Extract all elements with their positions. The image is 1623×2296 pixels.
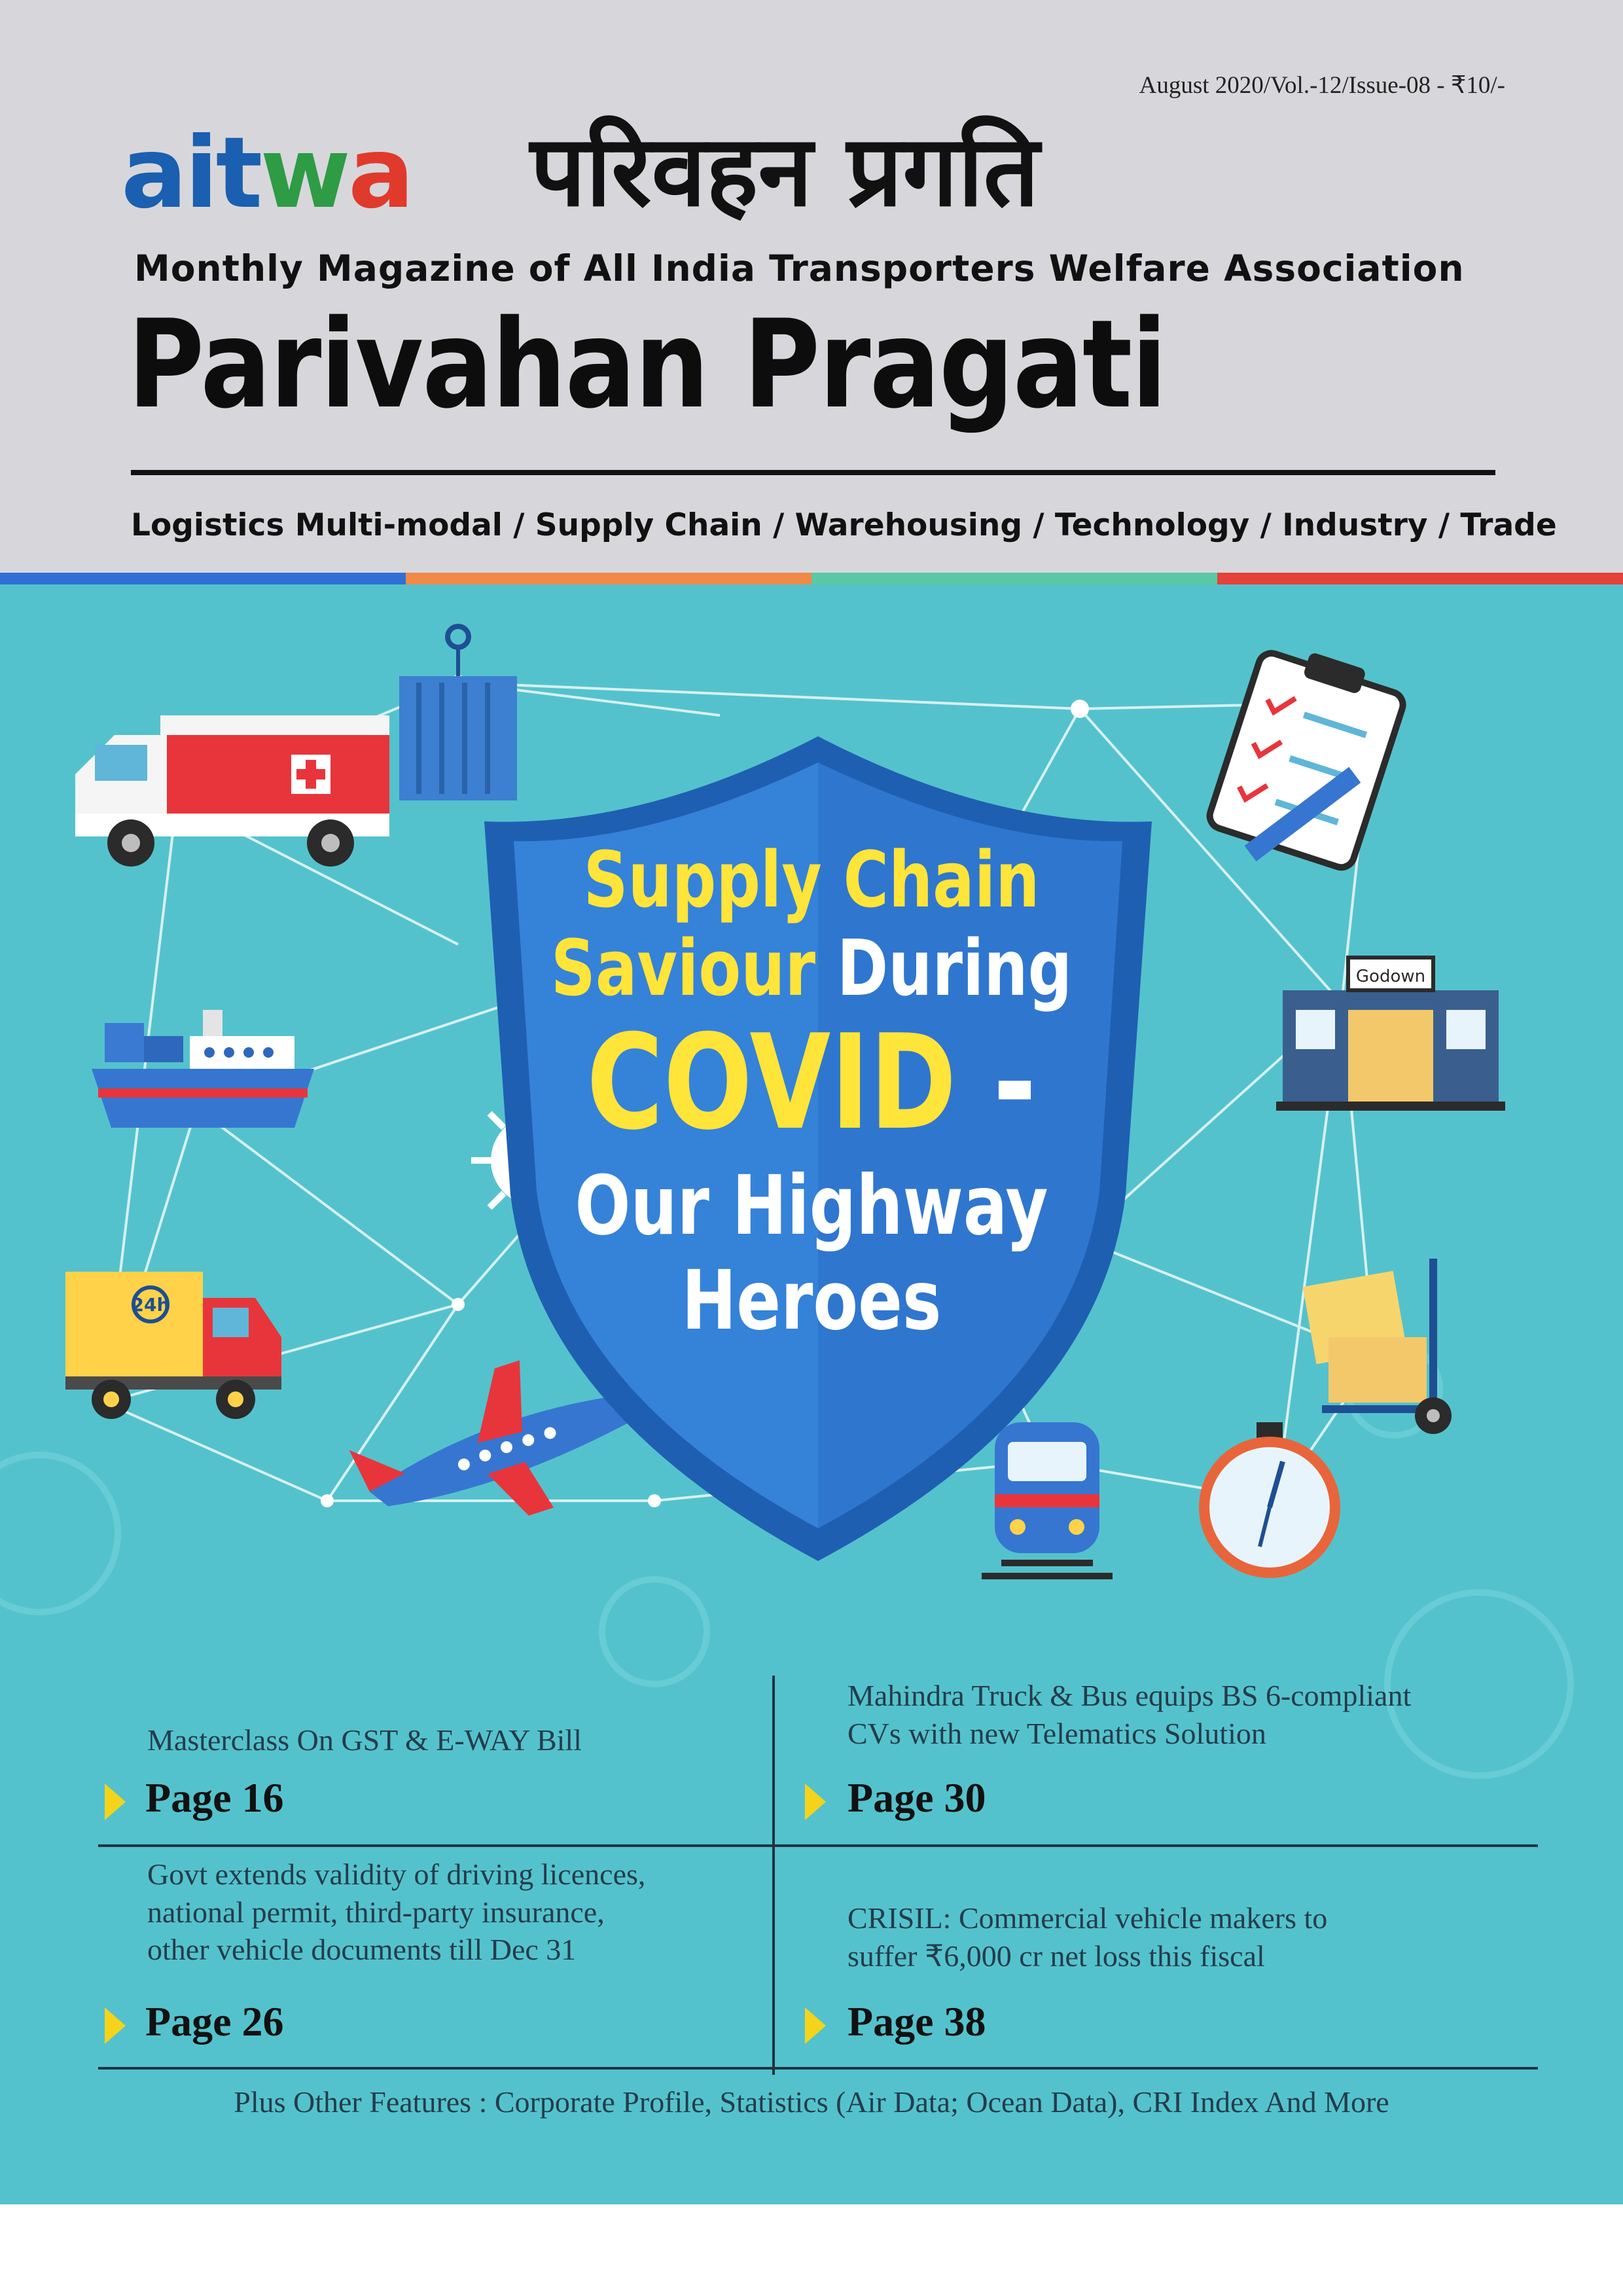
headline-during: During bbox=[836, 923, 1073, 1013]
stripe-blue bbox=[0, 573, 406, 584]
article-crisil-line-2: suffer ₹6,000 cr net loss this fiscal bbox=[847, 1939, 1265, 1973]
stripe-red bbox=[1217, 573, 1623, 584]
godown-sign: Godown bbox=[1355, 967, 1426, 986]
page-arrow-icon bbox=[105, 2007, 126, 2044]
article-mahindra-line-2: CVs with new Telematics Solution bbox=[847, 1716, 1266, 1750]
horizontal-divider-1 bbox=[98, 1844, 1538, 1847]
headline-line-2 bbox=[162, 923, 1461, 1013]
article-gst-title: Masterclass On GST & E-WAY Bill bbox=[147, 1723, 582, 1757]
headline-line-1: Supply Chain bbox=[583, 834, 1040, 925]
horizontal-divider-2 bbox=[98, 2067, 1538, 2070]
hindi-title: परिवहन प्रगति bbox=[530, 115, 1040, 228]
aitwa-logo bbox=[121, 117, 412, 230]
article-mahindra-page[interactable]: Page 30 bbox=[847, 1774, 986, 1821]
article-licences-line-3: other vehicle documents till Dec 31 bbox=[147, 1933, 577, 1966]
headline-covid bbox=[162, 1007, 1461, 1159]
page-arrow-icon bbox=[105, 1784, 126, 1820]
logo-text-a: ait bbox=[121, 117, 260, 230]
stripe-green bbox=[812, 573, 1217, 584]
title-divider bbox=[131, 470, 1495, 475]
logo-text-a2: a bbox=[348, 117, 412, 230]
headline-line-5: Heroes bbox=[681, 1253, 942, 1348]
color-stripe bbox=[0, 573, 1623, 584]
article-licences-page[interactable]: Page 26 bbox=[145, 1998, 284, 2045]
topics-line: Logistics Multi-modal / Supply Chain / Warehousing / Technology / Industry / Trade bbox=[131, 507, 1557, 543]
article-licences-line-2: national permit, third-party insurance, bbox=[147, 1895, 605, 1929]
article-crisil-line-1: CRISIL: Commercial vehicle makers to bbox=[847, 1901, 1328, 1935]
masthead bbox=[0, 0, 1623, 573]
article-crisil-page[interactable]: Page 38 bbox=[847, 1998, 986, 2045]
magazine-subtitle: Monthly Magazine of All India Transporters Welfare Association bbox=[134, 247, 1465, 289]
more-features: Plus Other Features : Corporate Profile, Statistics (Air Data; Ocean Data), CRI Index And More bbox=[234, 2085, 1389, 2119]
vertical-divider bbox=[772, 1676, 775, 2075]
article-licences-line-1: Govt extends validity of driving licences, bbox=[147, 1857, 646, 1891]
article-mahindra-line-1: Mahindra Truck & Bus equips BS 6-compliant bbox=[847, 1679, 1412, 1712]
magazine-title: Parivahan Pragati bbox=[128, 293, 1166, 435]
logo-text-w: w bbox=[260, 117, 348, 230]
headline-line-4: Our Highway bbox=[575, 1158, 1048, 1253]
article-crisil-title bbox=[847, 1899, 1327, 1975]
headline-dash: - bbox=[993, 1007, 1037, 1159]
stripe-orange bbox=[406, 573, 812, 584]
headline-saviour: Saviour bbox=[550, 923, 816, 1013]
headline-covid-word: COVID bbox=[586, 1007, 957, 1159]
issue-info: August 2020/Vol.-12/Issue-08 - ₹10/- bbox=[1139, 72, 1505, 99]
page-arrow-icon bbox=[805, 2007, 826, 2044]
page-arrow-icon bbox=[805, 1784, 826, 1820]
truck-24h-badge: 24h bbox=[131, 1294, 170, 1316]
article-licences-title bbox=[147, 1856, 645, 1969]
article-mahindra-title bbox=[847, 1677, 1411, 1752]
article-gst-page[interactable]: Page 16 bbox=[145, 1774, 284, 1821]
